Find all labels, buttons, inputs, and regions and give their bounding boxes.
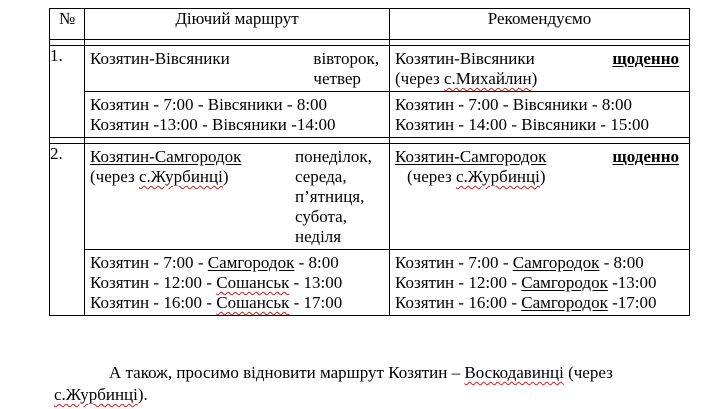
route-1-active <box>85 46 390 92</box>
footer-paragraph <box>54 362 694 406</box>
route-1-active-days <box>313 49 385 89</box>
route-2-day: середа, <box>295 167 347 186</box>
header-row <box>50 9 690 40</box>
route-2-active <box>85 144 390 250</box>
route-2-recommended <box>390 144 690 250</box>
route-2-active-days <box>295 147 385 247</box>
time-line: Козятин - 7:00 - Самгородок - 8:00 <box>395 253 644 272</box>
route-1-rec-via-close: ) <box>531 69 538 88</box>
route-1-times-row <box>50 92 690 138</box>
route-1-day-b: четвер <box>313 69 361 88</box>
route-1-rec-via: с.Михайлин <box>443 69 532 88</box>
route-2-active-name: Козятин-Самгородок <box>90 147 242 166</box>
route-1-rec-name: Козятин-Вівсяники <box>395 49 535 68</box>
footer-text: А також, просимо відновити маршрут Козятин – <box>109 363 465 382</box>
route-2-active-via-open: (через <box>90 167 139 186</box>
route-1-rec-via-open: (через <box>395 69 444 88</box>
header-recommended: Рекомендуємо <box>390 9 690 40</box>
route-2-day: субота, <box>295 207 347 226</box>
route-2-number: 2. <box>50 144 85 316</box>
header-active-route: Діючий маршрут <box>85 9 390 40</box>
header-num: № <box>50 9 85 40</box>
route-1-recommended <box>390 46 690 92</box>
route-1-day-a: вівторок, <box>313 49 379 68</box>
time-line: Козятин - 14:00 - Вівсяники - 15:00 <box>395 115 650 134</box>
route-1-rec-times <box>390 92 690 138</box>
time-line: Козятин - 7:00 - Самгородок - 8:00 <box>90 253 339 272</box>
route-2-rec-via-line <box>395 167 685 187</box>
route-1-rec-frequency: щоденно <box>612 49 679 68</box>
route-2-day: п’ятниця, <box>295 187 365 206</box>
footer-via: с.Журбинці <box>54 385 138 404</box>
route-1-number: 1. <box>50 46 85 138</box>
route-1-active-name: Козятин-Вівсяники <box>90 49 230 68</box>
footer-text: ). <box>137 385 148 404</box>
route-1-rec-via-line <box>395 69 685 89</box>
time-line: Козятин - 16:00 - Самгородок -17:00 <box>395 293 657 312</box>
route-2-name-row <box>50 144 690 250</box>
route-2-rec-times <box>390 250 690 316</box>
route-2-rec-name: Козятин-Самгородок <box>395 147 547 166</box>
footer-place: Воскодавинці <box>464 363 564 382</box>
route-2-day: неділя <box>295 227 342 246</box>
route-1-active-times <box>85 92 390 138</box>
route-1-name-row <box>50 46 690 92</box>
route-2-rec-via: с.Журбинці <box>455 167 540 186</box>
time-line: Козятин - 12:00 - Самгородок -13:00 <box>395 273 657 292</box>
route-2-times-row <box>50 250 690 316</box>
route-2-active-via-close: ) <box>222 167 229 186</box>
route-2-active-name-block <box>90 147 241 247</box>
footer-text: (через <box>563 363 613 382</box>
time-line: Козятин - 12:00 - Сошанськ - 13:00 <box>90 273 343 292</box>
route-2-day: понеділок, <box>295 147 372 166</box>
time-line: Козятин - 16:00 - Сошанськ - 17:00 <box>90 293 343 312</box>
route-2-active-times <box>85 250 390 316</box>
route-2-active-via: с.Журбинці <box>138 167 223 186</box>
routes-table <box>49 8 690 316</box>
time-line: Козятин - 7:00 - Вівсяники - 8:00 <box>395 95 633 114</box>
time-line: Козятин - 7:00 - Вівсяники - 8:00 <box>90 95 328 114</box>
route-2-rec-via-close: ) <box>539 167 546 186</box>
time-line: Козятин -13:00 - Вівсяники -14:00 <box>90 115 336 134</box>
route-2-rec-frequency: щоденно <box>612 147 679 166</box>
route-2-rec-via-open: (через <box>407 167 456 186</box>
